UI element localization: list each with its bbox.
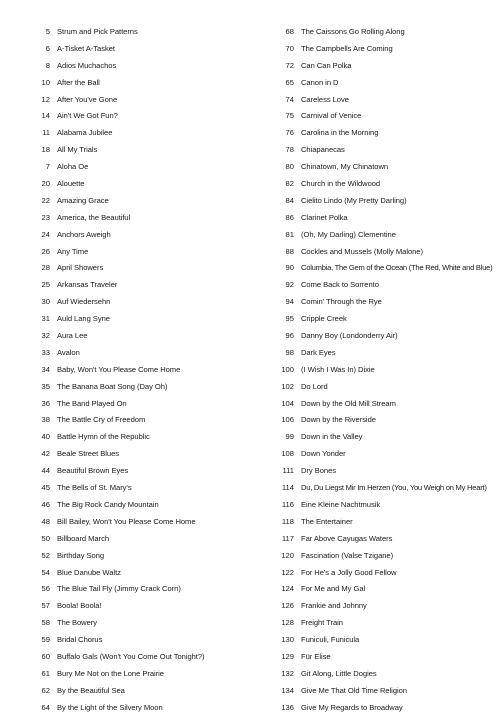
toc-entry bbox=[264, 446, 500, 463]
toc-page-number: 122 bbox=[281, 567, 294, 577]
toc-song-title: After the Ball bbox=[57, 77, 100, 87]
toc-entry bbox=[22, 108, 252, 125]
toc-song-title: Far Above Cayugas Waters bbox=[301, 533, 393, 543]
toc-page-number: 78 bbox=[285, 145, 294, 155]
toc-entry bbox=[264, 632, 500, 649]
toc-page-number: 90 bbox=[285, 263, 294, 273]
toc-song-title: Anchors Aweigh bbox=[57, 229, 111, 239]
toc-song-title: Battle Hymn of the Republic bbox=[57, 432, 150, 442]
toc-page-number: 20 bbox=[41, 179, 50, 189]
toc-page-number: 36 bbox=[41, 398, 50, 408]
toc-page-number: 65 bbox=[285, 77, 294, 87]
toc-song-title: Eine Kleine Nachtmusik bbox=[301, 499, 381, 509]
toc-page-number: 99 bbox=[285, 432, 294, 442]
toc-page-number: 108 bbox=[281, 449, 294, 459]
toc-page-number: 33 bbox=[41, 347, 50, 357]
toc-page-number: 96 bbox=[285, 331, 294, 341]
toc-song-title: The Caissons Go Rolling Along bbox=[301, 27, 405, 36]
toc-song-title: Boola! Boola! bbox=[57, 601, 102, 611]
toc-page-number: 30 bbox=[41, 297, 50, 307]
toc-song-title: Blue Danube Waltz bbox=[57, 567, 121, 577]
toc-song-title: Bridal Chorus bbox=[57, 635, 103, 645]
toc-page-number: 35 bbox=[41, 381, 50, 391]
toc-entry bbox=[22, 41, 252, 58]
toc-entry bbox=[22, 514, 252, 531]
toc-entry bbox=[22, 649, 252, 666]
toc-page-number: 5 bbox=[45, 27, 50, 36]
toc-page-number: 111 bbox=[282, 466, 294, 476]
toc-song-title: Columbia, The Gem of the Ocean (The Red, White and Blue) bbox=[301, 263, 493, 273]
toc-song-title: Du, Du Liegst Mir Im Herzen (You, You Weigh on My Heart) bbox=[301, 483, 487, 493]
toc-song-title: Baby, Won't You Please Come Home bbox=[57, 364, 181, 374]
toc-column-left bbox=[22, 24, 252, 717]
toc-entry bbox=[264, 108, 500, 125]
toc-song-title: Can Can Polka bbox=[301, 60, 352, 70]
toc-page-number: 56 bbox=[41, 584, 50, 594]
toc-page-number: 129 bbox=[281, 651, 294, 661]
toc-page-number: 81 bbox=[285, 229, 294, 239]
toc-page-number: 126 bbox=[281, 601, 294, 611]
toc-page-number: 42 bbox=[41, 449, 50, 459]
toc-page-number: 88 bbox=[285, 246, 294, 256]
toc-entry bbox=[264, 328, 500, 345]
toc-entry bbox=[22, 446, 252, 463]
toc-entry bbox=[22, 193, 252, 210]
toc-song-title: Down by the Old Mill Stream bbox=[301, 398, 396, 408]
toc-entry bbox=[264, 700, 500, 717]
toc-entry bbox=[264, 649, 500, 666]
toc-song-title: (I Wish I Was In) Dixie bbox=[301, 364, 375, 374]
toc-entry bbox=[264, 362, 500, 379]
toc-song-title: Down in the Valley bbox=[301, 432, 363, 442]
toc-song-title: Für Elise bbox=[301, 651, 331, 661]
toc-entry bbox=[22, 227, 252, 244]
toc-entry bbox=[22, 125, 252, 142]
toc-page-number: 76 bbox=[285, 128, 294, 138]
toc-entry bbox=[264, 58, 500, 75]
toc-song-title: Alabama Jubilee bbox=[57, 128, 113, 138]
toc-entry bbox=[22, 598, 252, 615]
toc-song-title: Beale Street Blues bbox=[57, 449, 119, 459]
toc-entry bbox=[22, 531, 252, 548]
toc-page-number: 118 bbox=[281, 516, 294, 526]
toc-entry bbox=[264, 429, 500, 446]
toc-entry bbox=[264, 176, 500, 193]
toc-entry bbox=[22, 176, 252, 193]
toc-song-title: Avalon bbox=[57, 347, 80, 357]
toc-entry bbox=[22, 429, 252, 446]
toc-page-number: 48 bbox=[41, 516, 50, 526]
toc-song-title: Dry Bones bbox=[301, 466, 337, 476]
toc-entry bbox=[22, 480, 252, 497]
toc-song-title: Freight Train bbox=[301, 618, 343, 628]
toc-page-number: 62 bbox=[41, 685, 50, 695]
toc-page-number: 84 bbox=[285, 195, 294, 205]
toc-song-title: Cielito Lindo (My Pretty Darling) bbox=[301, 195, 407, 205]
toc-page-number: 80 bbox=[285, 162, 294, 172]
toc-entry bbox=[22, 700, 252, 717]
toc-page-number: 132 bbox=[281, 668, 294, 678]
toc-song-title: The Bells of St. Mary's bbox=[57, 483, 132, 493]
toc-page-number: 23 bbox=[41, 212, 50, 222]
toc-entry bbox=[22, 58, 252, 75]
toc-entry bbox=[22, 412, 252, 429]
toc-song-title: Bill Bailey, Won't You Please Come Home bbox=[57, 516, 196, 526]
toc-song-title: Amazing Grace bbox=[57, 195, 109, 205]
toc-page-number: 100 bbox=[281, 364, 294, 374]
toc-page-number: 14 bbox=[41, 111, 50, 121]
toc-page-number: 34 bbox=[41, 364, 50, 374]
toc-entry bbox=[264, 260, 500, 277]
toc-entry bbox=[22, 294, 252, 311]
toc-page-number: 12 bbox=[41, 94, 50, 104]
toc-page-number: 57 bbox=[41, 601, 50, 611]
toc-entry bbox=[264, 463, 500, 480]
toc-entry bbox=[264, 598, 500, 615]
toc-song-title: Cripple Creek bbox=[301, 314, 347, 324]
toc-page-number: 58 bbox=[41, 618, 50, 628]
toc-entry bbox=[22, 277, 252, 294]
toc-page-number: 82 bbox=[285, 179, 294, 189]
toc-page-number: 124 bbox=[281, 584, 294, 594]
toc-entry bbox=[264, 379, 500, 396]
toc-song-title: For Me and My Gal bbox=[301, 584, 366, 594]
toc-entry bbox=[22, 632, 252, 649]
toc-entry bbox=[264, 548, 500, 565]
toc-song-title: April Showers bbox=[57, 263, 104, 273]
toc-page-number: 95 bbox=[285, 314, 294, 324]
toc-entry bbox=[264, 666, 500, 683]
toc-song-title: Dark Eyes bbox=[301, 347, 336, 357]
toc-song-title: Carolina in the Morning bbox=[301, 128, 379, 138]
toc-page-number: 38 bbox=[41, 415, 50, 425]
toc-page-number: 114 bbox=[281, 483, 294, 493]
toc-entry bbox=[22, 463, 252, 480]
toc-song-title: Careless Love bbox=[301, 94, 349, 104]
toc-entry bbox=[22, 328, 252, 345]
toc-page-number: 94 bbox=[285, 297, 294, 307]
toc-song-title: Strum and Pick Patterns bbox=[57, 27, 138, 36]
toc-entry bbox=[264, 514, 500, 531]
toc-entry bbox=[264, 531, 500, 548]
toc-song-title: Frankie and Johnny bbox=[301, 601, 367, 611]
toc-page-number: 136 bbox=[281, 702, 294, 712]
toc-page-number: 26 bbox=[41, 246, 50, 256]
toc-page-number: 24 bbox=[41, 229, 50, 239]
toc-page-number: 7 bbox=[45, 162, 50, 172]
toc-song-title: Fascination (Valse Tzigane) bbox=[301, 550, 394, 560]
toc-page-number: 134 bbox=[281, 685, 294, 695]
toc-song-title: Give My Regards to Broadway bbox=[301, 702, 403, 712]
toc-entry bbox=[22, 24, 252, 41]
toc-entry bbox=[22, 497, 252, 514]
toc-song-title: Cockles and Mussels (Molly Malone) bbox=[301, 246, 423, 256]
toc-entry bbox=[264, 24, 500, 41]
toc-entry bbox=[264, 345, 500, 362]
toc-page-number: 52 bbox=[41, 550, 50, 560]
toc-song-title: Come Back to Sorrento bbox=[301, 280, 379, 290]
toc-entry bbox=[22, 311, 252, 328]
toc-song-title: Down by the Riverside bbox=[301, 415, 376, 425]
toc-song-title: By the Beautiful Sea bbox=[57, 685, 125, 695]
toc-page-number: 102 bbox=[281, 381, 294, 391]
toc-entry bbox=[264, 683, 500, 700]
toc-song-title: Git Along, Little Dogies bbox=[301, 668, 377, 678]
toc-page-number: 98 bbox=[285, 347, 294, 357]
toc-song-title: After You've Gone bbox=[57, 94, 118, 104]
toc-entry bbox=[264, 193, 500, 210]
toc-song-title: Aura Lee bbox=[57, 331, 88, 341]
toc-song-title: Birthday Song bbox=[57, 550, 105, 560]
toc-page-number: 72 bbox=[285, 60, 294, 70]
toc-page-number: 104 bbox=[281, 398, 294, 408]
toc-song-title: Funiculi, Funicula bbox=[301, 635, 360, 645]
toc-page-number: 18 bbox=[41, 145, 50, 155]
toc-entry bbox=[22, 379, 252, 396]
toc-entry bbox=[264, 277, 500, 294]
toc-song-title: (Oh, My Darling) Clementine bbox=[301, 229, 396, 239]
toc-entry bbox=[264, 159, 500, 176]
toc-page-number: 6 bbox=[45, 43, 50, 53]
toc-entry bbox=[264, 294, 500, 311]
toc-page-number: 50 bbox=[41, 533, 50, 543]
toc-song-title: Alouette bbox=[57, 179, 85, 189]
toc-song-title: America, the Beautiful bbox=[57, 212, 131, 222]
toc-page-number: 60 bbox=[41, 651, 50, 661]
toc-page-number: 46 bbox=[41, 499, 50, 509]
toc-page-number: 61 bbox=[41, 668, 50, 678]
toc-entry bbox=[22, 615, 252, 632]
toc-page-number: 130 bbox=[281, 635, 294, 645]
toc-song-title: The Entertainer bbox=[301, 516, 353, 526]
toc-page-number: 54 bbox=[41, 567, 50, 577]
toc-page-number: 86 bbox=[285, 212, 294, 222]
toc-page-number: 32 bbox=[41, 331, 50, 341]
toc-page-number: 40 bbox=[41, 432, 50, 442]
toc-page-number: 75 bbox=[285, 111, 294, 121]
toc-song-title: Ain't We Got Fun? bbox=[57, 111, 118, 121]
toc-entry bbox=[22, 142, 252, 159]
toc-page-number: 45 bbox=[41, 483, 50, 493]
toc-entry bbox=[22, 159, 252, 176]
toc-page-number: 11 bbox=[42, 128, 50, 138]
toc-entry bbox=[264, 565, 500, 582]
toc-song-title: The Campbells Are Coming bbox=[301, 43, 393, 53]
toc-song-title: The Banana Boat Song (Day Oh) bbox=[57, 381, 168, 391]
toc-song-title: Auf Wiedersehn bbox=[57, 297, 111, 307]
toc-entry bbox=[264, 75, 500, 92]
toc-page-number: 8 bbox=[45, 60, 50, 70]
toc-page-number: 128 bbox=[281, 618, 294, 628]
toc-entry bbox=[264, 480, 500, 497]
toc-page-number: 106 bbox=[281, 415, 294, 425]
toc-entry bbox=[22, 396, 252, 413]
toc-entry bbox=[264, 244, 500, 261]
toc-song-title: The Blue Tail Fly (Jimmy Crack Corn) bbox=[57, 584, 181, 594]
toc-entry bbox=[22, 260, 252, 277]
toc-entry bbox=[264, 311, 500, 328]
toc-entry bbox=[264, 396, 500, 413]
toc-page-number: 116 bbox=[281, 499, 294, 509]
toc-song-title: All My Trials bbox=[57, 145, 98, 155]
toc-song-title: Give Me That Old Time Religion bbox=[301, 685, 407, 695]
toc-song-title: Danny Boy (Londonderry Air) bbox=[301, 331, 398, 341]
toc-song-title: Billboard March bbox=[57, 533, 110, 543]
toc-entry bbox=[264, 210, 500, 227]
toc-page-number: 120 bbox=[281, 550, 294, 560]
toc-page-number: 64 bbox=[41, 702, 50, 712]
toc-song-title: By the Light of the Silvery Moon bbox=[57, 702, 163, 712]
toc-entry bbox=[264, 412, 500, 429]
toc-entry bbox=[264, 227, 500, 244]
toc-song-title: Clarinet Polka bbox=[301, 212, 348, 222]
toc-song-title: Chinatown, My Chinatown bbox=[301, 162, 389, 172]
toc-entry bbox=[22, 210, 252, 227]
toc-song-title: Comin' Through the Rye bbox=[301, 297, 382, 307]
toc-song-title: Buffalo Gals (Won't You Come Out Tonight?) bbox=[57, 651, 205, 661]
toc-page-number: 28 bbox=[41, 263, 50, 273]
toc-page-number: 22 bbox=[41, 195, 50, 205]
toc-page-number: 74 bbox=[285, 94, 294, 104]
toc-song-title: Down Yonder bbox=[301, 449, 346, 459]
toc-song-title: Arkansas Traveler bbox=[57, 280, 118, 290]
toc-song-title: The Bowery bbox=[57, 618, 98, 628]
toc-song-title: Adios Muchachos bbox=[57, 60, 117, 70]
toc-song-title: Any Time bbox=[57, 246, 89, 256]
toc-entry bbox=[264, 125, 500, 142]
toc-page-number: 70 bbox=[285, 43, 294, 53]
toc-song-title: Church in the Wildwood bbox=[301, 179, 381, 189]
toc-song-title: The Band Played On bbox=[57, 398, 127, 408]
toc-entry bbox=[22, 565, 252, 582]
toc-page-number: 117 bbox=[281, 533, 294, 543]
toc-song-title: Canon in D bbox=[301, 77, 339, 87]
toc-entry bbox=[22, 666, 252, 683]
toc-entry bbox=[22, 683, 252, 700]
toc-entry bbox=[264, 581, 500, 598]
toc-song-title: For He's a Jolly Good Fellow bbox=[301, 567, 397, 577]
toc-column-right bbox=[264, 24, 500, 717]
toc-song-title: Bury Me Not on the Lone Prairie bbox=[57, 668, 164, 678]
toc-page-number: 10 bbox=[41, 77, 50, 87]
toc-song-title: Beautiful Brown Eyes bbox=[57, 466, 129, 476]
toc-entry bbox=[22, 581, 252, 598]
toc-entry bbox=[264, 142, 500, 159]
toc-entry bbox=[22, 345, 252, 362]
toc-entry bbox=[22, 244, 252, 261]
toc-song-title: The Battle Cry of Freedom bbox=[57, 415, 146, 425]
toc-song-title: A-Tisket A-Tasket bbox=[57, 43, 115, 53]
toc-entry bbox=[22, 92, 252, 109]
toc-song-title: Aloha Oe bbox=[57, 162, 89, 172]
toc-entry bbox=[264, 92, 500, 109]
toc-entry bbox=[22, 75, 252, 92]
toc-song-title: Do Lord bbox=[301, 381, 328, 391]
toc-song-title: The Big Rock Candy Mountain bbox=[57, 499, 159, 509]
toc-page-number: 25 bbox=[41, 280, 50, 290]
toc-page-number: 44 bbox=[41, 466, 50, 476]
toc-entry bbox=[264, 615, 500, 632]
toc-page-number: 68 bbox=[285, 27, 294, 36]
toc-song-title: Carnival of Venice bbox=[301, 111, 362, 121]
toc-song-title: Auld Lang Syne bbox=[57, 314, 110, 324]
toc-entry bbox=[264, 497, 500, 514]
toc-entry bbox=[264, 41, 500, 58]
toc-page-number: 31 bbox=[41, 314, 50, 324]
toc-entry bbox=[22, 548, 252, 565]
toc-song-title: Chiapanecas bbox=[301, 145, 345, 155]
toc-page-number: 59 bbox=[41, 635, 50, 645]
toc-page-number: 92 bbox=[285, 280, 294, 290]
toc-entry bbox=[22, 362, 252, 379]
